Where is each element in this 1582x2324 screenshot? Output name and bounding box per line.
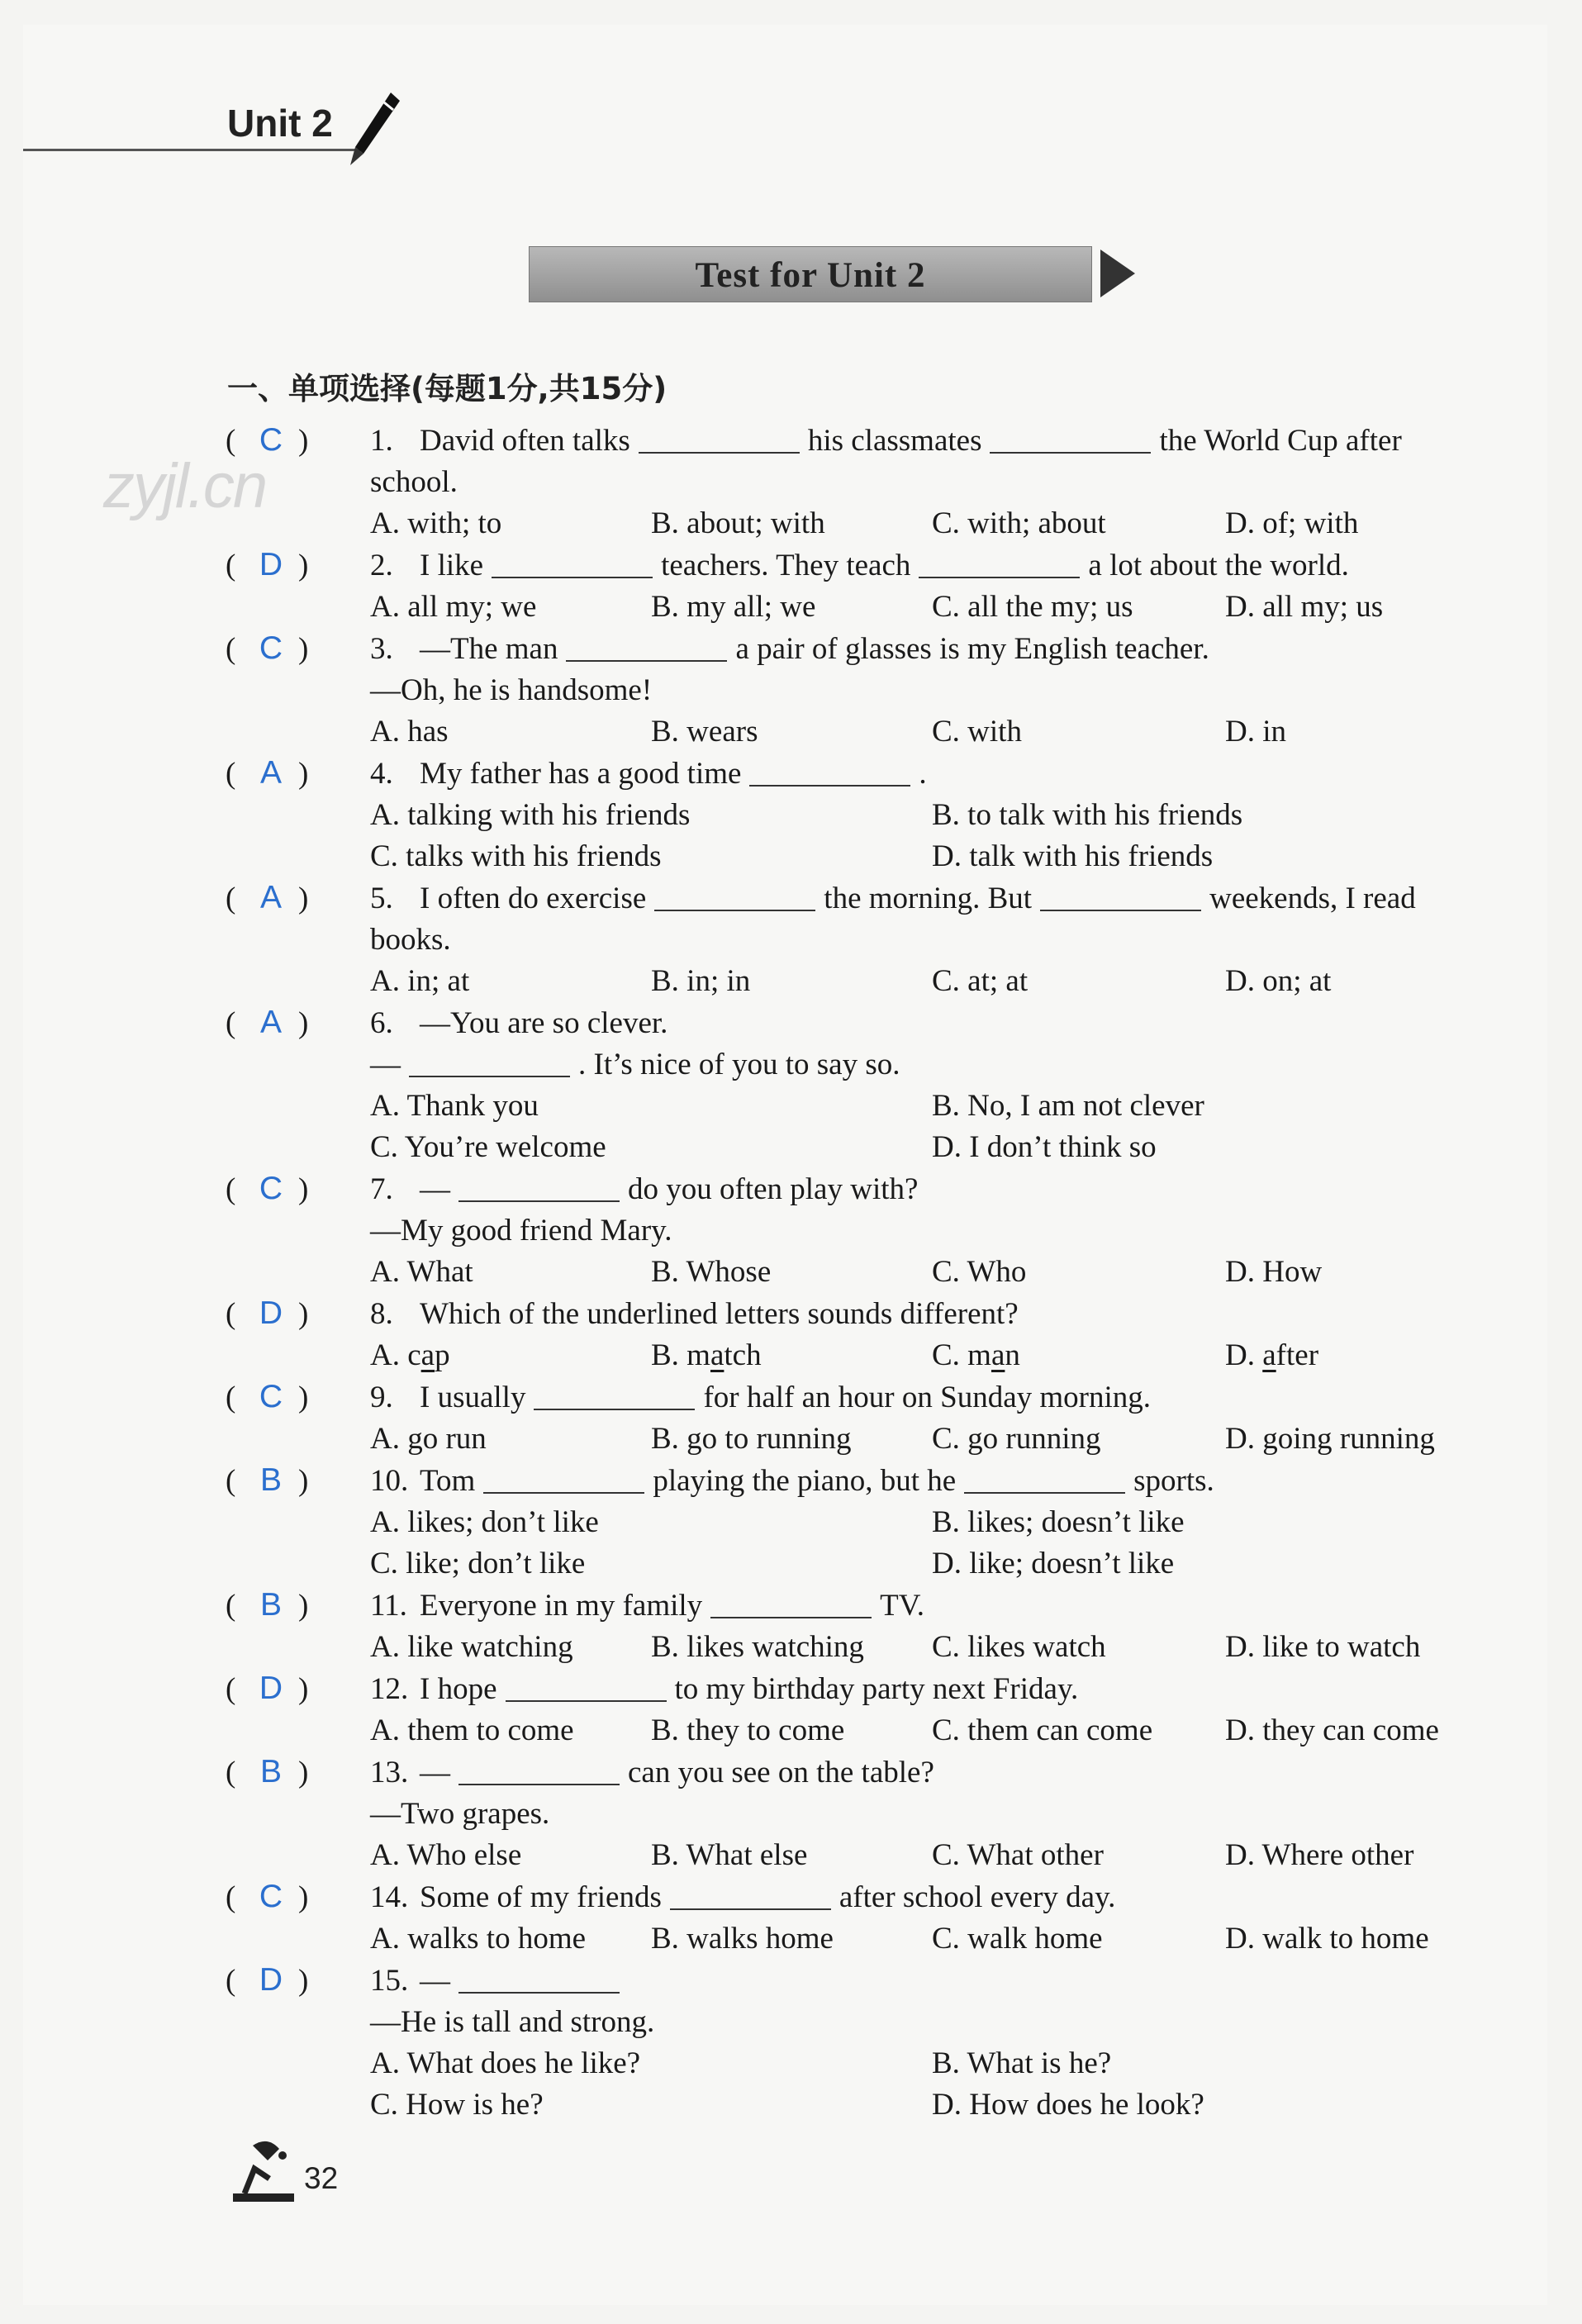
options xyxy=(226,1710,1465,1751)
option-b: B. my all; we xyxy=(651,590,816,624)
question-stem xyxy=(420,1960,1465,2002)
option-c: C. like; don’t like xyxy=(370,1547,586,1580)
answer-letter: D xyxy=(259,1671,283,1706)
bracket-close: ) xyxy=(298,549,309,582)
option-c: C. all the my; us xyxy=(932,590,1133,624)
bracket-open: ( xyxy=(226,549,236,582)
option-a: A. talking with his friends xyxy=(370,798,691,832)
options xyxy=(226,961,1465,1002)
question-number: 14. xyxy=(370,1880,409,1914)
option-d: D. Where other xyxy=(1225,1838,1414,1872)
option-c: C. them can come xyxy=(932,1713,1153,1747)
question-3 xyxy=(226,628,1465,753)
question-stem xyxy=(420,878,1465,920)
answer-letter: C xyxy=(259,1379,283,1414)
answer-blank xyxy=(566,630,727,662)
question-1 xyxy=(226,420,1465,544)
answer-letter: B xyxy=(259,1754,282,1789)
option-a: A. them to come xyxy=(370,1713,574,1747)
stem-text: a lot about the world. xyxy=(1088,549,1349,582)
answer-blank xyxy=(639,422,800,454)
bracket-close: ) xyxy=(298,1464,309,1498)
question-row xyxy=(226,1002,1465,1044)
stem-text: — xyxy=(420,1756,450,1789)
option-b: B. walks home xyxy=(651,1922,834,1956)
question-number: 10. xyxy=(370,1464,409,1498)
answer-letter: A xyxy=(259,1005,282,1040)
stem-text: sports. xyxy=(1133,1464,1214,1498)
bracket-close: ) xyxy=(298,1172,309,1206)
question-row xyxy=(226,1376,1465,1419)
answer-blank xyxy=(458,1962,620,1994)
bracket-close: ) xyxy=(298,757,309,791)
answer-blank xyxy=(670,1879,831,1910)
underlined-letter: a xyxy=(420,1338,435,1372)
bracket-open: ( xyxy=(226,1006,236,1040)
stem-text: can you see on the table? xyxy=(628,1756,934,1789)
question-row xyxy=(226,628,1465,670)
answer-letter: D xyxy=(259,547,283,582)
stem-text: I like xyxy=(420,549,484,582)
option-d: D. How xyxy=(1225,1255,1323,1289)
option-b: B. match xyxy=(651,1338,762,1372)
bracket-open: ( xyxy=(226,1672,236,1706)
answer-letter: C xyxy=(259,1879,283,1914)
question-stem xyxy=(420,1669,1465,1710)
question-4 xyxy=(226,753,1465,877)
option-d: D. after xyxy=(1225,1338,1319,1372)
question-row xyxy=(226,1960,1465,2002)
option-d: D. all my; us xyxy=(1225,590,1384,624)
bracket-open: ( xyxy=(226,1880,236,1914)
option-b: B. to talk with his friends xyxy=(932,798,1243,832)
answer-bracket xyxy=(226,1751,370,1794)
question-continuation: —Oh, he is handsome! xyxy=(370,673,653,707)
question-5 xyxy=(226,877,1465,1002)
answer-blank xyxy=(919,547,1080,578)
question-row xyxy=(226,1460,1465,1502)
option-a: A. Thank you xyxy=(370,1089,539,1123)
unit-title: Unit 2 xyxy=(227,102,333,145)
option-c: C. Who xyxy=(932,1255,1027,1289)
bracket-close: ) xyxy=(298,882,309,915)
option-c: C. How is he? xyxy=(370,2088,544,2122)
question-row xyxy=(226,420,1465,462)
answer-bracket xyxy=(226,628,370,670)
question-number: 1. xyxy=(370,424,393,458)
options xyxy=(226,1502,1465,1585)
stem-text: Everyone in my family xyxy=(420,1589,703,1623)
answer-bracket xyxy=(226,1168,370,1210)
answer-blank xyxy=(990,422,1151,454)
banner-arrow-icon xyxy=(1097,248,1138,299)
options xyxy=(226,795,1465,877)
question-continuation: —My good friend Mary. xyxy=(370,1214,672,1248)
stem-text: I hope xyxy=(420,1672,497,1706)
answer-blank xyxy=(654,880,815,911)
question-row xyxy=(226,1876,1465,1918)
question-continuation: books. xyxy=(370,923,451,957)
question-11 xyxy=(226,1585,1465,1668)
answer-bracket xyxy=(226,544,370,587)
bracket-open: ( xyxy=(226,1297,236,1331)
bracket-close: ) xyxy=(298,424,309,458)
option-d: D. of; with xyxy=(1225,506,1359,540)
option-b: B. What else xyxy=(651,1838,808,1872)
banner-title: Test for Unit 2 xyxy=(695,256,926,295)
option-d: D. like; doesn’t like xyxy=(932,1547,1175,1580)
option-d: D. going running xyxy=(1225,1422,1435,1456)
question-2 xyxy=(226,544,1465,628)
question-number: 7. xyxy=(370,1172,393,1206)
option-c: C. walk home xyxy=(932,1922,1103,1956)
options xyxy=(226,503,1465,544)
stem-text: Tom xyxy=(420,1464,476,1498)
answer-bracket xyxy=(226,1293,370,1335)
option-d: D. they can come xyxy=(1225,1713,1439,1747)
options xyxy=(226,587,1465,628)
option-a: A. Who else xyxy=(370,1838,522,1872)
question-number: 13. xyxy=(370,1756,409,1789)
option-a: A. all my; we xyxy=(370,590,537,624)
answer-blank xyxy=(749,755,910,787)
bracket-close: ) xyxy=(298,1880,309,1914)
answer-blank xyxy=(458,1171,620,1202)
question-continuation: —Two grapes. xyxy=(370,1797,550,1831)
question-row xyxy=(226,1668,1465,1710)
stem-text: for half an hour on Sunday morning. xyxy=(703,1381,1151,1414)
question-list xyxy=(226,420,1465,2126)
option-d: D. in xyxy=(1225,715,1286,749)
question-9 xyxy=(226,1376,1465,1460)
question-stem xyxy=(420,1461,1465,1502)
option-c: C. at; at xyxy=(932,964,1029,998)
question-number: 12. xyxy=(370,1672,409,1706)
pen-icon xyxy=(345,89,403,168)
question-6 xyxy=(226,1002,1465,1168)
question-number: 11. xyxy=(370,1589,407,1623)
option-b: B. wears xyxy=(651,715,758,749)
answer-blank xyxy=(492,547,653,578)
question-15 xyxy=(226,1960,1465,2126)
option-a: A. What does he like? xyxy=(370,2046,641,2080)
bracket-open: ( xyxy=(226,1172,236,1206)
question-stem xyxy=(420,1752,1465,1794)
option-b: B. What is he? xyxy=(932,2046,1112,2080)
stem-text: do you often play with? xyxy=(628,1172,919,1206)
options xyxy=(226,711,1465,753)
option-d: D. like to watch xyxy=(1225,1630,1421,1664)
question-number: 9. xyxy=(370,1381,393,1414)
stem-text: . xyxy=(919,757,927,791)
stem-text: the morning. But xyxy=(824,882,1033,915)
question-stem xyxy=(420,1377,1465,1419)
option-c: C. with xyxy=(932,715,1022,749)
bracket-open: ( xyxy=(226,1464,236,1498)
question-8 xyxy=(226,1293,1465,1376)
question-10 xyxy=(226,1460,1465,1585)
option-a: A. likes; don’t like xyxy=(370,1505,599,1539)
answer-bracket xyxy=(226,1002,370,1044)
options xyxy=(226,1335,1465,1376)
bracket-close: ) xyxy=(298,1672,309,1706)
option-a: A. cap xyxy=(370,1338,450,1372)
stem-text: playing the piano, but he xyxy=(653,1464,957,1498)
stem-text: Which of the underlined letters sounds different? xyxy=(420,1297,1019,1331)
bracket-close: ) xyxy=(298,1297,309,1331)
option-a: A. with; to xyxy=(370,506,502,540)
bracket-close: ) xyxy=(298,1756,309,1789)
option-b: B. likes watching xyxy=(651,1630,864,1664)
stem-text: My father has a good time xyxy=(420,757,742,791)
answer-letter: C xyxy=(259,1171,283,1206)
bracket-close: ) xyxy=(298,632,309,666)
stem-text: after school every day. xyxy=(839,1880,1116,1914)
test-banner xyxy=(529,246,1092,302)
question-stem xyxy=(420,1169,1465,1210)
question-continuation: school. xyxy=(370,465,458,499)
bracket-open: ( xyxy=(226,757,236,791)
question-row xyxy=(226,753,1465,795)
question-row xyxy=(226,1585,1465,1627)
page-number: 32 xyxy=(304,2161,339,2195)
question-row xyxy=(226,1168,1465,1210)
option-b: B. about; with xyxy=(651,506,825,540)
option-d: D. talk with his friends xyxy=(932,839,1214,873)
question-continuation xyxy=(226,1044,1465,1086)
option-a: A. in; at xyxy=(370,964,470,998)
unit-underline xyxy=(23,149,362,151)
section-title: 一、单项选择(每题1分,共15分) xyxy=(227,371,667,406)
answer-bracket xyxy=(226,753,370,795)
option-a: A. like watching xyxy=(370,1630,573,1664)
question-stem xyxy=(420,1585,1465,1627)
answer-bracket xyxy=(226,1668,370,1710)
question-number: 2. xyxy=(370,549,393,582)
question-number: 8. xyxy=(370,1297,393,1331)
answer-bracket xyxy=(226,1960,370,2002)
answer-bracket xyxy=(226,1460,370,1502)
bracket-open: ( xyxy=(226,1381,236,1414)
stem-text: — xyxy=(370,1048,401,1081)
question-row xyxy=(226,1751,1465,1794)
options xyxy=(226,1419,1465,1460)
question-stem xyxy=(420,421,1465,462)
question-row xyxy=(226,877,1465,920)
option-d: D. How does he look? xyxy=(932,2088,1204,2122)
option-d: D. on; at xyxy=(1225,964,1332,998)
answer-blank xyxy=(534,1379,695,1410)
stem-text: — xyxy=(420,1964,450,1998)
question-14 xyxy=(226,1876,1465,1960)
answer-bracket xyxy=(226,877,370,920)
question-stem xyxy=(420,753,1465,795)
answer-letter: C xyxy=(259,630,283,666)
underlined-letter: a xyxy=(991,1338,1005,1372)
option-c: C. You’re welcome xyxy=(370,1130,606,1164)
options xyxy=(226,1835,1465,1876)
bracket-open: ( xyxy=(226,424,236,458)
underlined-letter: a xyxy=(710,1338,724,1372)
question-row xyxy=(226,544,1465,587)
question-number: 15. xyxy=(370,1964,409,1998)
answer-blank xyxy=(964,1462,1125,1494)
bracket-close: ) xyxy=(298,1381,309,1414)
option-c: C. man xyxy=(932,1338,1020,1372)
question-number: 6. xyxy=(370,1006,393,1040)
options xyxy=(226,1918,1465,1960)
option-a: A. has xyxy=(370,715,449,749)
stem-text: —You are so clever. xyxy=(420,1006,668,1040)
bracket-open: ( xyxy=(226,882,236,915)
option-c: C. What other xyxy=(932,1838,1104,1872)
answer-letter: C xyxy=(259,422,283,458)
option-a: A. go run xyxy=(370,1422,487,1456)
question-continuation: —He is tall and strong. xyxy=(370,2005,655,2039)
stem-text: I usually xyxy=(420,1381,526,1414)
option-c: C. likes watch xyxy=(932,1630,1106,1664)
option-d: D. I don’t think so xyxy=(932,1130,1157,1164)
answer-letter: A xyxy=(259,755,282,791)
stem-text: — xyxy=(420,1172,450,1206)
stem-text: David often talks xyxy=(420,424,630,458)
option-c: C. with; about xyxy=(932,506,1106,540)
option-c: C. talks with his friends xyxy=(370,839,662,873)
stem-text: to my birthday party next Friday. xyxy=(674,1672,1079,1706)
options xyxy=(226,1252,1465,1293)
option-b: B. Whose xyxy=(651,1255,772,1289)
answer-blank xyxy=(483,1462,644,1494)
stem-text: I often do exercise xyxy=(420,882,647,915)
watermark: zyjl.cn xyxy=(103,451,267,521)
answer-blank xyxy=(409,1046,570,1077)
answer-letter: A xyxy=(259,880,282,915)
option-b: B. they to come xyxy=(651,1713,845,1747)
question-stem xyxy=(420,1003,1465,1044)
answer-blank xyxy=(1040,880,1201,911)
answer-letter: D xyxy=(259,1295,283,1331)
options xyxy=(226,2043,1465,2126)
answer-letter: B xyxy=(259,1587,282,1623)
stem-text: his classmates xyxy=(807,424,982,458)
question-stem xyxy=(420,629,1465,670)
option-c: C. go running xyxy=(932,1422,1101,1456)
question-number: 4. xyxy=(370,757,393,791)
stem-text: . It’s nice of you to say so. xyxy=(578,1048,900,1081)
option-a: A. What xyxy=(370,1255,473,1289)
question-row xyxy=(226,1293,1465,1335)
bracket-open: ( xyxy=(226,1756,236,1789)
bracket-close: ) xyxy=(298,1589,309,1623)
question-12 xyxy=(226,1668,1465,1751)
option-d: D. walk to home xyxy=(1225,1922,1429,1956)
option-a: A. walks to home xyxy=(370,1922,587,1956)
question-stem xyxy=(420,1877,1465,1918)
question-7 xyxy=(226,1168,1465,1293)
answer-bracket xyxy=(226,420,370,462)
stem-text: teachers. They teach xyxy=(661,549,911,582)
bracket-close: ) xyxy=(298,1006,309,1040)
question-13 xyxy=(226,1751,1465,1876)
answer-bracket xyxy=(226,1876,370,1918)
bracket-open: ( xyxy=(226,632,236,666)
stem-text: TV. xyxy=(880,1589,924,1623)
stem-text: Some of my friends xyxy=(420,1880,662,1914)
option-b: B. go to running xyxy=(651,1422,852,1456)
stem-text: weekends, I read xyxy=(1209,882,1416,915)
question-number: 5. xyxy=(370,882,393,915)
question-number: 3. xyxy=(370,632,393,666)
question-stem xyxy=(420,1294,1465,1335)
stem-text: the World Cup after xyxy=(1159,424,1402,458)
option-b: B. likes; doesn’t like xyxy=(932,1505,1185,1539)
options xyxy=(226,1627,1465,1668)
stem-text: a pair of glasses is my English teacher. xyxy=(735,632,1209,666)
bracket-close: ) xyxy=(298,1964,309,1998)
bracket-open: ( xyxy=(226,1589,236,1623)
answer-letter: D xyxy=(259,1962,283,1998)
answer-blank xyxy=(710,1587,872,1618)
answer-bracket xyxy=(226,1585,370,1627)
question-stem xyxy=(420,545,1465,587)
answer-blank xyxy=(506,1671,667,1702)
option-b: B. in; in xyxy=(651,964,751,998)
lamp-icon xyxy=(228,2136,299,2203)
bracket-open: ( xyxy=(226,1964,236,1998)
answer-blank xyxy=(458,1754,620,1785)
stem-text: —The man xyxy=(420,632,558,666)
underlined-letter: a xyxy=(1262,1338,1276,1372)
option-b: B. No, I am not clever xyxy=(932,1089,1204,1123)
answer-bracket xyxy=(226,1376,370,1419)
answer-letter: B xyxy=(259,1462,282,1498)
options xyxy=(226,1086,1465,1168)
